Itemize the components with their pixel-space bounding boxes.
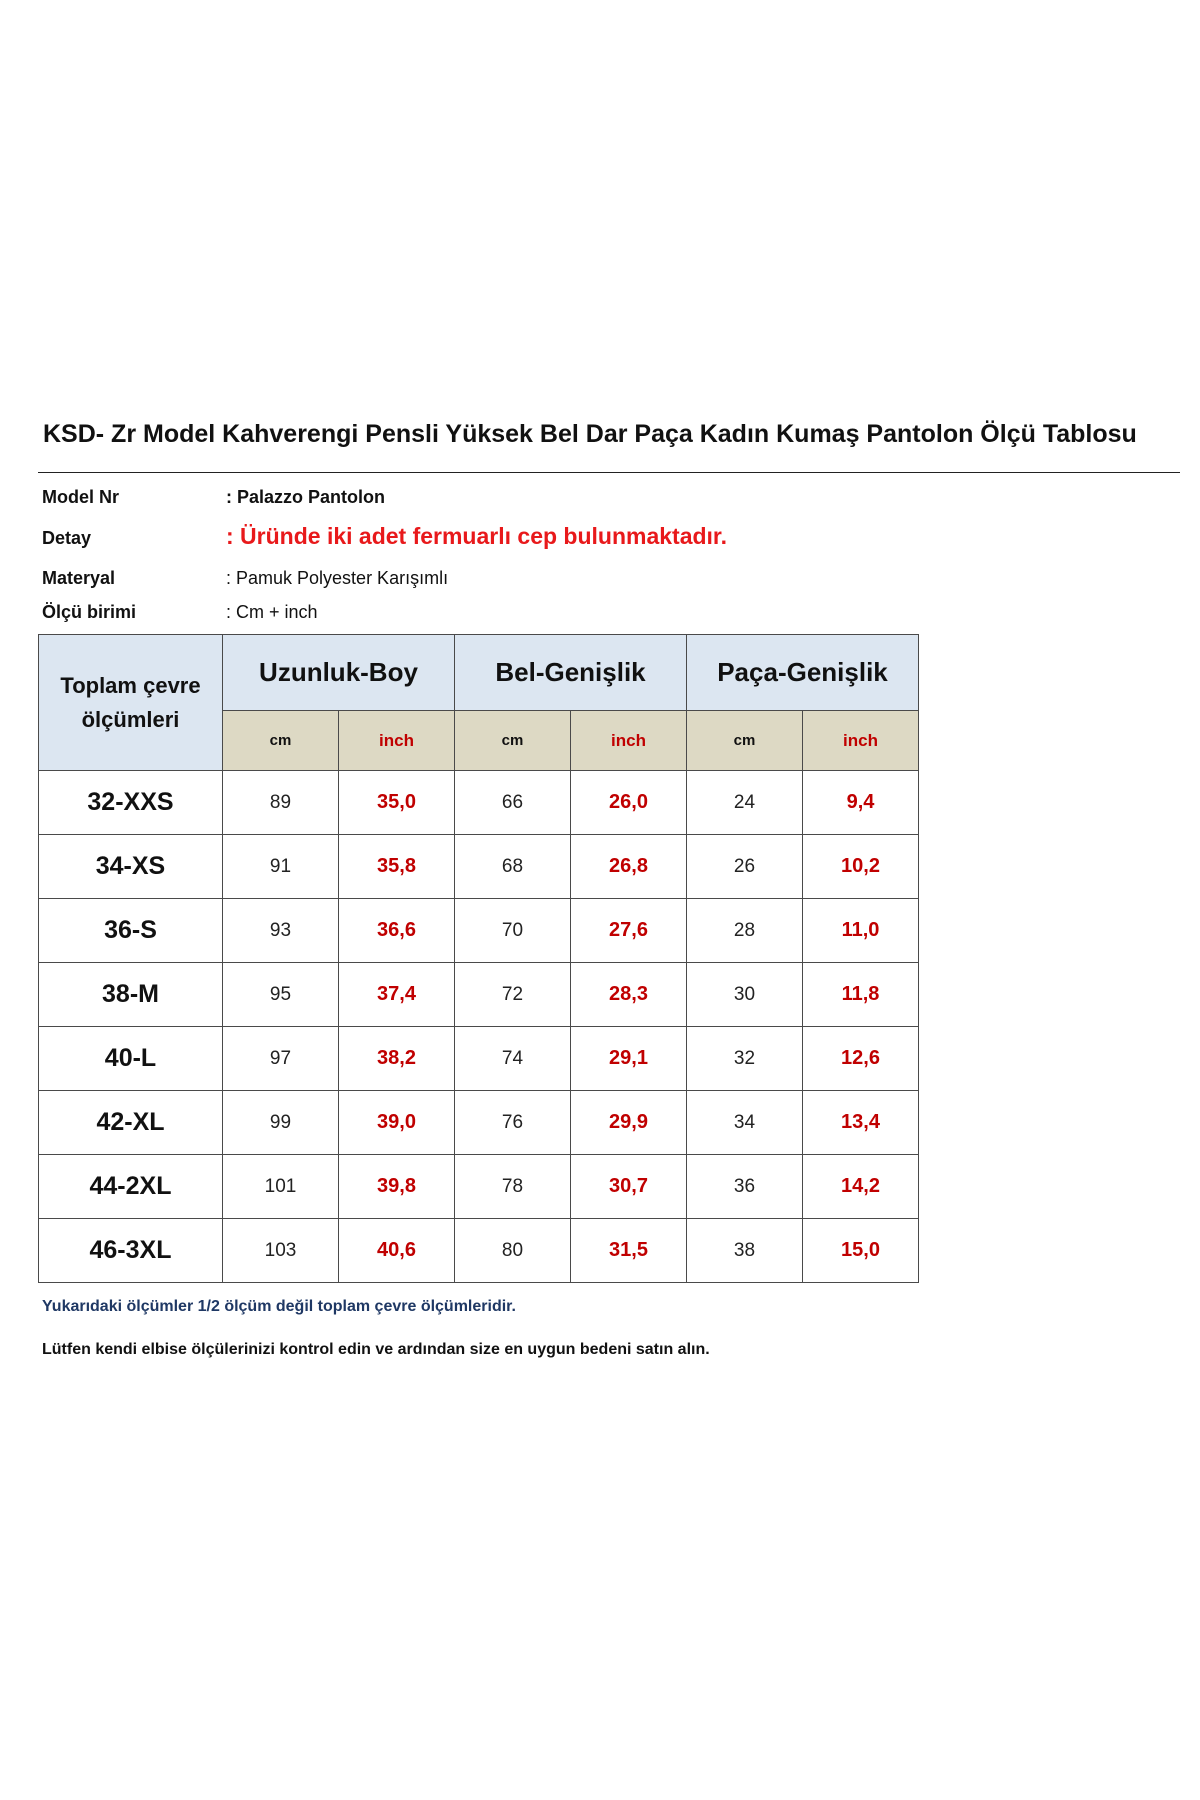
group-header-leg: Paça-Genişlik — [687, 635, 919, 711]
waist-cm-cell: 72 — [455, 963, 571, 1027]
leg-inch-cell: 14,2 — [803, 1155, 919, 1219]
size-cell: 44-2XL — [39, 1155, 223, 1219]
waist-cm-cell: 78 — [455, 1155, 571, 1219]
length-cm-cell: 103 — [223, 1219, 339, 1283]
length-inch-cell: 39,0 — [339, 1091, 455, 1155]
size-column-header-line-2: ölçümleri — [81, 706, 180, 732]
waist-cm-cell: 80 — [455, 1219, 571, 1283]
length-inch-cell: 35,8 — [339, 835, 455, 899]
waist-inch-cell: 31,5 — [571, 1219, 687, 1283]
length-cm-cell: 99 — [223, 1091, 339, 1155]
info-material-value: : Pamuk Polyester Karışımlı — [226, 568, 449, 588]
size-chart-table — [38, 634, 919, 1283]
table-row — [39, 771, 919, 835]
info-model-value: : Palazzo Pantolon — [226, 487, 386, 507]
info-detail-value: : Üründe iki adet fermuarlı cep bulunmaktadır. — [226, 523, 728, 549]
leg-cm-cell: 38 — [687, 1219, 803, 1283]
length-inch-cell: 39,8 — [339, 1155, 455, 1219]
waist-inch-cell: 30,7 — [571, 1155, 687, 1219]
waist-inch-cell: 29,9 — [571, 1091, 687, 1155]
info-detail-label: Detay — [42, 528, 92, 548]
size-column-header-line-1: Toplam çevre — [60, 672, 201, 698]
leg-inch-cell: 11,0 — [803, 899, 919, 963]
size-column-header — [39, 635, 223, 771]
length-cm-cell: 93 — [223, 899, 339, 963]
length-cm-cell: 95 — [223, 963, 339, 1027]
length-cm-cell: 89 — [223, 771, 339, 835]
size-cell: 42-XL — [39, 1091, 223, 1155]
info-unit-value: : Cm + inch — [226, 602, 318, 622]
leg-inch-cell: 10,2 — [803, 835, 919, 899]
table-row — [39, 835, 919, 899]
unit-inch-header: inch — [339, 711, 455, 771]
waist-inch-cell: 29,1 — [571, 1027, 687, 1091]
size-cell: 40-L — [39, 1027, 223, 1091]
unit-cm-header: cm — [687, 711, 803, 771]
waist-inch-cell: 28,3 — [571, 963, 687, 1027]
table-row — [39, 899, 919, 963]
size-cell: 38-M — [39, 963, 223, 1027]
leg-cm-cell: 32 — [687, 1027, 803, 1091]
leg-inch-cell: 15,0 — [803, 1219, 919, 1283]
length-inch-cell: 37,4 — [339, 963, 455, 1027]
table-row — [39, 1155, 919, 1219]
leg-inch-cell: 13,4 — [803, 1091, 919, 1155]
waist-cm-cell: 68 — [455, 835, 571, 899]
length-inch-cell: 35,0 — [339, 771, 455, 835]
group-header-length: Uzunluk-Boy — [223, 635, 455, 711]
length-inch-cell: 38,2 — [339, 1027, 455, 1091]
size-cell: 34-XS — [39, 835, 223, 899]
footer-note: Yukarıdaki ölçümler 1/2 ölçüm değil toplam çevre ölçümleridir. — [42, 1298, 516, 1315]
table-row — [39, 963, 919, 1027]
waist-inch-cell: 26,8 — [571, 835, 687, 899]
length-cm-cell: 101 — [223, 1155, 339, 1219]
leg-cm-cell: 28 — [687, 899, 803, 963]
info-material-label: Materyal — [42, 568, 116, 588]
waist-cm-cell: 74 — [455, 1027, 571, 1091]
waist-inch-cell: 27,6 — [571, 899, 687, 963]
leg-cm-cell: 24 — [687, 771, 803, 835]
group-header-waist: Bel-Genişlik — [455, 635, 687, 711]
leg-cm-cell: 30 — [687, 963, 803, 1027]
waist-cm-cell: 66 — [455, 771, 571, 835]
leg-cm-cell: 26 — [687, 835, 803, 899]
leg-inch-cell: 9,4 — [803, 771, 919, 835]
title-divider — [38, 472, 1180, 473]
table-row — [39, 1219, 919, 1283]
size-cell: 46-3XL — [39, 1219, 223, 1283]
unit-cm-header: cm — [223, 711, 339, 771]
length-cm-cell: 91 — [223, 835, 339, 899]
size-cell: 36-S — [39, 899, 223, 963]
page-title: KSD- Zr Model Kahverengi Pensli Yüksek Bel Dar Paça Kadın Kumaş Pantolon Ölçü Tablosu — [43, 420, 1137, 448]
leg-cm-cell: 36 — [687, 1155, 803, 1219]
info-model-label: Model Nr — [42, 487, 120, 507]
unit-cm-header: cm — [455, 711, 571, 771]
footer-advice: Lütfen kendi elbise ölçülerinizi kontrol edin ve ardından size en uygun bedeni satın alın. — [42, 1341, 710, 1358]
waist-cm-cell: 70 — [455, 899, 571, 963]
size-rows — [39, 771, 919, 1283]
length-inch-cell: 36,6 — [339, 899, 455, 963]
table-row — [39, 1027, 919, 1091]
length-inch-cell: 40,6 — [339, 1219, 455, 1283]
leg-inch-cell: 12,6 — [803, 1027, 919, 1091]
group-header-row — [39, 635, 919, 711]
info-unit-label: Ölçü birimi — [42, 602, 137, 622]
waist-inch-cell: 26,0 — [571, 771, 687, 835]
size-cell: 32-XXS — [39, 771, 223, 835]
length-cm-cell: 97 — [223, 1027, 339, 1091]
unit-inch-header: inch — [803, 711, 919, 771]
waist-cm-cell: 76 — [455, 1091, 571, 1155]
table-row — [39, 1091, 919, 1155]
unit-inch-header: inch — [571, 711, 687, 771]
leg-inch-cell: 11,8 — [803, 963, 919, 1027]
leg-cm-cell: 34 — [687, 1091, 803, 1155]
